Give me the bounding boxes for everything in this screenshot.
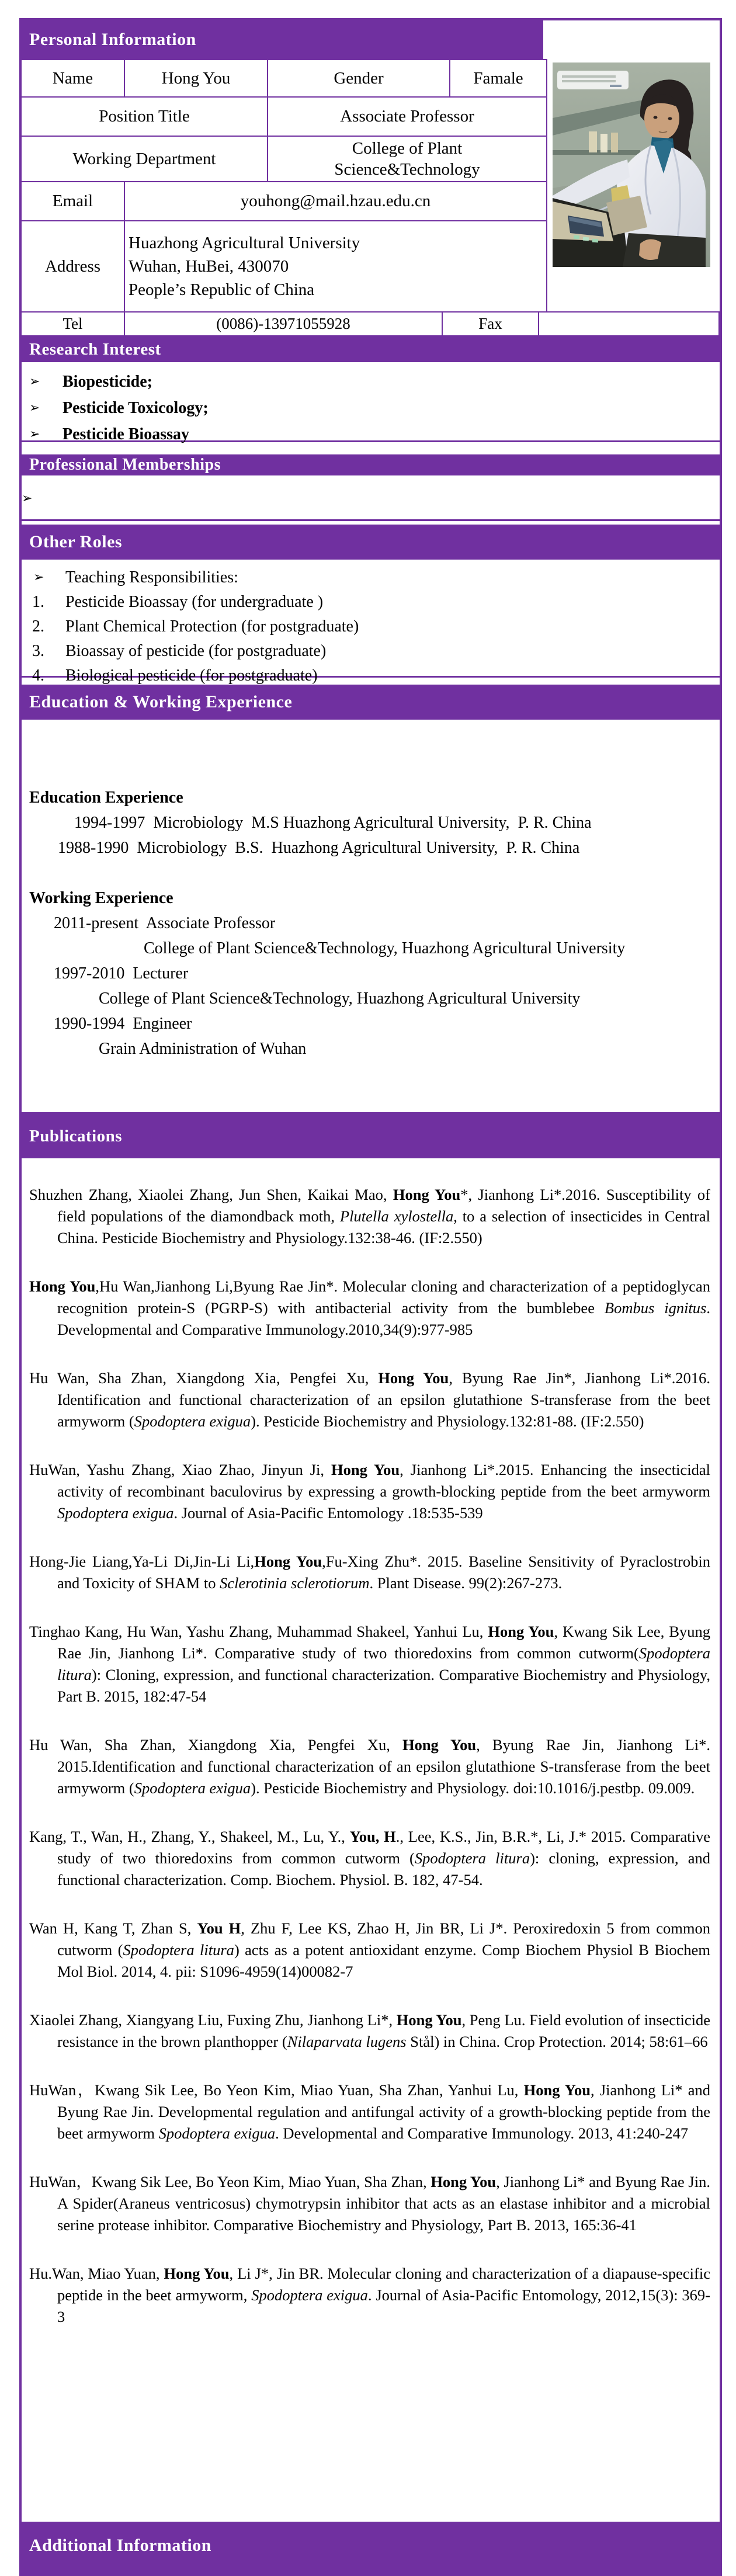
experience-lines — [29, 785, 708, 1061]
address-label: Address — [20, 220, 125, 313]
address-value — [124, 220, 547, 313]
membership-item-empty — [22, 486, 720, 512]
name-value: Hong You — [124, 59, 268, 98]
section-title: Other Roles — [29, 532, 123, 551]
experience-line: Grain Administration of Wuhan — [29, 1040, 307, 1058]
section-title: Professional Memberships — [29, 456, 221, 474]
publication-item: HuWan，Kwang Sik Lee, Bo Yeon Kim, Miao Yuan, Sha Zhan, Hong You, Jianhong Li* and Byung Rae Jin. A Spider(Araneus ventricosus) chymotrypsin inhibitor that acts as an elastase inhibitor and a microbial serine protease inhibitor. Comparative Biochemistry and Physiology, Part B. 2013, 165:36-41 — [29, 2173, 710, 2234]
item-text: Biological pesticide (for postgraduate) — [65, 666, 318, 685]
fax-value — [538, 311, 720, 336]
experience-line: 1988-1990 Microbiology B.S. Huazhong Agricultural University, P. R. China — [29, 839, 580, 857]
publication-item: Hu Wan, Sha Zhan, Xiangdong Xia, Pengfei Xu, Hong You, Byung Rae Jin, Jianhong Li*. 2015.Identification and functional characterization of an epsilon glutathione S-transferase from the beet armyworm (Spodoptera exigua). Pesticide Biochemistry and Physiology. doi:10.1016/j.pestbp. 09.009. — [29, 1736, 710, 1797]
position-title-value: Associate Professor — [267, 96, 547, 137]
professional-memberships-box — [22, 475, 720, 521]
experience-line: 1994-1997 Microbiology M.S Huazhong Agricultural University, P. R. China — [29, 814, 592, 832]
publication-item: HuWan, Yashu Zhang, Xiao Zhao, Jinyun Ji, Hong You, Jianhong Li*.2015. Enhancing the insecticidal activity of recombinant baculovirus by expressing a growth-blocking peptide from the beet armyworm Spodoptera exigua. Journal of Asia-Pacific Entomology .18:535-539 — [29, 1461, 710, 1522]
gender-value: Famale — [449, 59, 547, 98]
publication-item: Hu.Wan, Miao Yuan, Hong You, Li J*, Jin BR. Molecular cloning and characterization of a diapause-specific peptide in the beet armyworm, Spodoptera exigua. Journal of Asia-Pacific Entomology, 2012,15(3): 369-3 — [29, 2265, 710, 2325]
experience-line: College of Plant Science&Technology, Huazhong Agricultural University — [29, 939, 626, 957]
email-label: Email — [20, 181, 125, 221]
experience-line: 1997-2010 Lecturer — [29, 964, 189, 983]
arrow-bullet-icon: ➢ — [29, 426, 40, 442]
address-line-2: Wuhan, HuBei, 430070 — [129, 257, 289, 276]
working-department-value: College of Plant Science&Technology — [267, 136, 547, 182]
arrow-bullet-icon: ➢ — [33, 570, 44, 585]
research-interest-label: Biopesticide; — [63, 372, 152, 391]
publication-item: Kang, T., Wan, H., Zhang, Y., Shakeel, M., Lu, Y., You, H., Lee, K.S., Jin, B.R.*, Li, J.* 2015. Comparative study of two thioredoxins from common cutworm (Spodoptera litura): cloning, expression, and functional characterization. Comp. Biochem. Physiol. B. 182, 47-54. — [29, 1828, 710, 1888]
experience-line — [29, 860, 708, 886]
publication-item: Xiaolei Zhang, Xiangyang Liu, Fuxing Zhu, Jianhong Li*, Hong You, Peng Lu. Field evolution of insecticide resistance in the brown planthopper (Nilaparvata lugens Stål) in China. Crop Protection. 2014; 58:61–66 — [29, 2011, 711, 2050]
publications-list — [29, 1184, 710, 2328]
section-header-education-working-experience — [22, 685, 720, 720]
section-header-publications — [22, 1114, 720, 1158]
other-roles-numbered-list — [22, 590, 720, 688]
section-title: Additional Information — [29, 2536, 211, 2555]
section-header-personal-information — [22, 20, 543, 59]
position-title-label: Position Title — [20, 96, 268, 137]
tel-label: Tel — [20, 311, 125, 336]
address-line-3: People’s Republic of China — [129, 280, 315, 299]
publication-item: Hong You,Hu Wan,Jianhong Li,Byung Rae Jin*. Molecular cloning and characterization of a peptidoglycan recognition protein-S (PGRP-S) with antibacterial activity from the bumblebee Bombus ignitus. Developmental and Comparative Immunology.2010,34(9):977-985 — [29, 1277, 710, 1338]
item-number: 4. — [32, 666, 44, 685]
section-header-professional-memberships — [22, 454, 720, 475]
section-title: Research Interest — [29, 339, 161, 359]
section-header-research-interest — [22, 336, 720, 362]
research-interest-list — [22, 369, 720, 447]
address-line-1: Huazhong Agricultural University — [129, 234, 360, 252]
education-working-box — [22, 720, 720, 1114]
arrow-bullet-icon: ➢ — [22, 491, 33, 506]
experience-line: Education Experience — [29, 789, 183, 807]
arrow-bullet-icon: ➢ — [29, 400, 40, 415]
publication-item: Tinghao Kang, Hu Wan, Yashu Zhang, Muhammad Shakeel, Yanhui Lu, Hong You, Kwang Sik Lee, Byung Rae Jin, Jianhong Li*. Comparative study of two thioredoxins from common cutworm(Spodoptera litura): Cloning, expression, and functional characterization. Comparative Biochemistry and Physiology, Part B. 2015, 182:47-54 — [29, 1623, 710, 1705]
other-roles-bullet-label: Teaching Responsibilities: — [65, 568, 238, 586]
publications-box — [22, 1158, 720, 2523]
experience-line: Working Experience — [29, 889, 173, 907]
publication-item: Hu Wan, Sha Zhan, Xiangdong Xia, Pengfei Xu, Hong You, Byung Rae Jin*, Jianhong Li*.2016. Identification and functional characterization of an epsilon glutathione S-transferase from the beet armyworm (Spodoptera exigua). Pesticide Biochemistry and Physiology.132:81-88. (IF:2.550) — [29, 1369, 710, 1430]
item-text: Bioassay of pesticide (for postgraduate) — [65, 642, 327, 660]
section-title: Personal Information — [29, 30, 196, 49]
publication-item: Shuzhen Zhang, Xiaolei Zhang, Jun Shen, Kaikai Mao, Hong You*, Jianhong Li*.2016. Susceptibility of field populations of the diamondback moth, Plutella xylostella, to a selection of insecticides in Central China. Pesticide Biochemistry and Physiology.132:38-46. (IF:2.550) — [29, 1186, 710, 1247]
research-interest-item — [22, 395, 720, 421]
fax-label: Fax — [442, 311, 539, 336]
research-interest-item — [22, 369, 720, 395]
publication-item: HuWan，Kwang Sik Lee, Bo Yeon Kim, Miao Yuan, Sha Zhan, Yanhui Lu, Hong You, Jianhong Li* and Byung Rae Jin. Developmental regulation and antifungal activity of a growth-blocking peptide from the beet armyworm Spodoptera exigua. Developmental and Comparative Immunology. 2013, 41:240-247 — [29, 2081, 710, 2142]
working-department-label: Working Department — [20, 136, 268, 182]
item-number: 3. — [32, 642, 44, 660]
section-header-other-roles — [22, 525, 720, 560]
experience-line: 2011-present Associate Professor — [29, 914, 276, 932]
publication-item: Hong-Jie Liang,Ya-Li Di,Jin-Li Li,Hong You,Fu-Xing Zhu*. 2015. Baseline Sensitivity of Pyraclostrobin and Toxicity of SHAM to Sclerotinia sclerotiorum. Plant Disease. 99(2):267-273. — [29, 1553, 710, 1592]
other-roles-box — [22, 560, 720, 685]
tel-value: (0086)-13971055928 — [124, 311, 443, 336]
other-roles-bullet-item — [22, 565, 720, 590]
research-interest-label: Pesticide Bioassay — [63, 425, 189, 443]
other-roles-numbered-item — [22, 615, 720, 639]
section-title: Publications — [29, 1126, 123, 1145]
other-roles-numbered-item — [22, 590, 720, 615]
profile-photo — [553, 63, 710, 267]
profile-photo-illustration — [553, 63, 710, 267]
research-interest-label: Pesticide Toxicology; — [63, 398, 209, 417]
section-title: Education & Working Experience — [29, 692, 293, 711]
research-interest-item — [22, 421, 720, 447]
email-value: youhong@mail.hzau.edu.cn — [124, 181, 547, 221]
arrow-bullet-icon: ➢ — [29, 374, 40, 389]
experience-line: College of Plant Science&Technology, Huazhong Agricultural University — [29, 990, 581, 1008]
item-number: 1. — [32, 593, 44, 611]
publication-item: Wan H, Kang T, Zhan S, You H, Zhu F, Lee KS, Zhao H, Jin BR, Li J*. Peroxiredoxin 5 from common cutworm (Spodoptera litura) acts as a potent antioxidant enzyme. Comp Biochem Physiol B Biochem Mol Biol. 2014, 4. pii: S1096-4959(14)00082-7 — [29, 1919, 711, 1980]
item-number: 2. — [32, 617, 44, 636]
item-text: Pesticide Bioassay (for undergraduate ) — [65, 593, 324, 611]
item-text: Plant Chemical Protection (for postgraduate) — [65, 617, 359, 636]
name-label: Name — [20, 59, 125, 98]
section-header-additional-information — [22, 2523, 720, 2576]
gender-label: Gender — [267, 59, 450, 98]
experience-line: 1990-1994 Engineer — [29, 1015, 192, 1033]
other-roles-numbered-item — [22, 639, 720, 664]
research-interest-box — [22, 362, 720, 442]
